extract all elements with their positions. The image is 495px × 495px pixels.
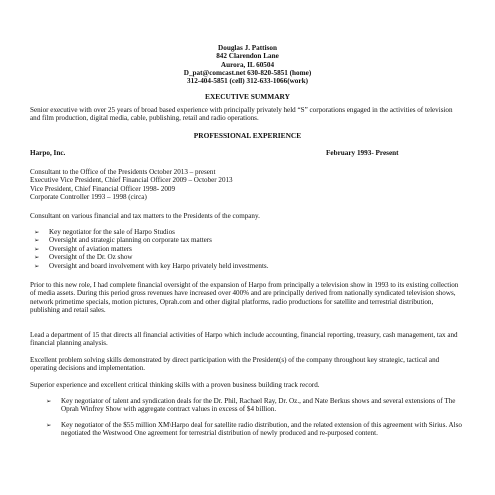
list-item: ➢ Key negotiator of the $55 million XM\Harpo deal for satellite radio distribution, and the related extension of this agreement with Sirius. Also negotiated the Westwood One agreement for terrestrial distribution of newly produced and re-purposed content. (46, 420, 462, 438)
achievements-list (30, 397, 462, 445)
summary-paragraph: Senior executive with over 25 years of broad based experience with principally privately held “S” corporations engaged in the activities of television and film production, digital media, cable, publishing, retail and radio operations. (30, 106, 453, 123)
arrow-bullet-icon: ➢ (34, 236, 40, 245)
list-item: ➢ Oversight and board involvement with key Harpo privately held investments. (34, 261, 269, 270)
list-item: ➢ Oversight of the Dr. Oz show (34, 253, 133, 262)
city-state-zip: Aurora, IL 60504 (220, 60, 275, 69)
body-paragraph: Prior to this new role, I had complete financial oversight of the expansion of Harpo from principally a television show in 1993 to its existing collection of media assets. During this period gross revenues have increased over 400% and are principally derived from nationally syndicated television shows, network primetime specials, motion pictures, Oprah.com and other digital platforms, radio productions for satellite and terrestrial distribution, publishing and retail sales. (30, 281, 459, 315)
executive-summary-text (30, 106, 462, 123)
role-entry: Vice President, Chief Financial Officer 1998- 2009 (30, 184, 176, 193)
arrow-bullet-icon: ➢ (34, 228, 40, 236)
list-item: ➢ Key negotiator for the sale of Harpo Studios (34, 228, 175, 236)
arrow-bullet-icon: ➢ (34, 261, 40, 270)
problem-solving-paragraph (30, 356, 462, 373)
role-entry: Corporate Controller 1993 – 1998 (circa) (30, 193, 147, 202)
employment-dates: February 1993- Present (326, 149, 399, 157)
roles-list (30, 168, 462, 202)
arrow-bullet-icon: ➢ (34, 253, 40, 262)
consulting-intro-text: Consultant on various financial and tax matters to the Presidents of the company. (30, 212, 260, 220)
email-and-home-phone: D_pat@comcast.net 630-820-5851 (home) (183, 68, 312, 77)
body-paragraph: Lead a department of 15 that directs all financial activities of Harpo which include accounting, financial reporting, treasury, cash management, tax and financial planning analysis. (30, 331, 458, 348)
executive-summary-heading: EXECUTIVE SUMMARY (205, 92, 290, 101)
consulting-intro (30, 212, 462, 220)
role-entry: Executive Vice President, Chief Financial Officer 2009 – October 2013 (30, 176, 233, 185)
company-name: Harpo, Inc. (30, 149, 66, 157)
consulting-bullets (30, 228, 462, 270)
department-paragraph (30, 331, 462, 348)
role-entry: Consultant to the Office of the Presidents October 2013 – present (30, 168, 216, 176)
contact-header (0, 44, 495, 85)
list-item: ➢ Oversight of aviation matters (34, 244, 132, 253)
list-item: ➢ Oversight and strategic planning on corporate tax matters (34, 236, 212, 245)
body-paragraph: Excellent problem solving skills demonstrated by direct participation with the President(s) of the company throughout key strategic, tactical and operating decisions and implementation. (30, 356, 440, 373)
street-address: 842 Clarendon Lane (216, 52, 279, 61)
body-paragraph: Superior experience and excellent critical thinking skills with a proven business building track record. (30, 381, 320, 389)
arrow-bullet-icon: ➢ (46, 420, 52, 429)
candidate-name: Douglas J. Pattison (218, 44, 277, 52)
expansion-paragraph (30, 281, 462, 315)
cell-and-work-phone: 312-404-5851 (cell) 312-633-1066(work) (187, 77, 308, 86)
list-item: ➢ Key negotiator of talent and syndication deals for the Dr. Phil, Rachael Ray, Dr. Oz., and Nate Berkus shows and several extensions of The Oprah Winfrey Show with aggregate contract values in excess of $4 billion. (46, 397, 456, 414)
arrow-bullet-icon: ➢ (34, 244, 40, 253)
professional-experience-heading: PROFESSIONAL EXPERIENCE (193, 131, 302, 140)
track-record-paragraph (30, 381, 462, 389)
arrow-bullet-icon: ➢ (46, 397, 52, 405)
